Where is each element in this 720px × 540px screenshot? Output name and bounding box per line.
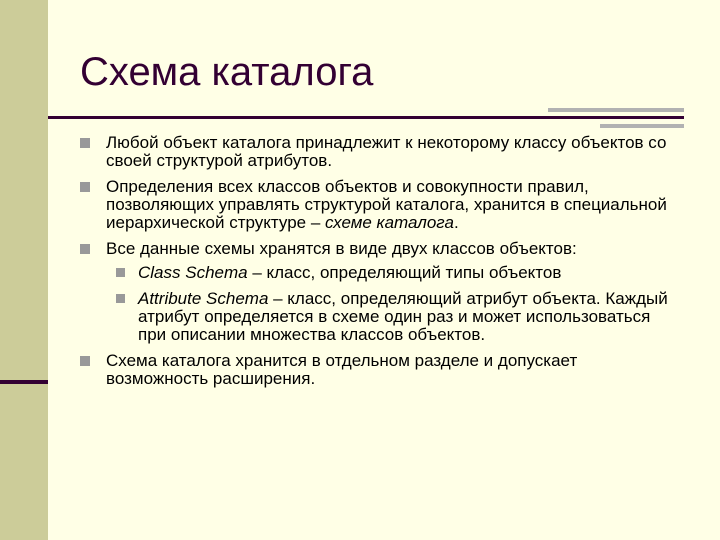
bullet-item <box>80 352 680 388</box>
square-bullet-icon <box>80 182 90 192</box>
square-bullet-icon <box>116 268 125 277</box>
square-bullet-icon <box>80 244 90 254</box>
bullet-item <box>80 240 680 344</box>
title-accent-line <box>548 108 684 112</box>
bullet-text: Схема каталога хранится в отдельном разделе и допускает возможность расширения. <box>106 351 578 388</box>
bullet-item <box>80 134 680 170</box>
sub-bullet-item <box>80 290 680 344</box>
bullet-list <box>80 134 680 396</box>
title-underline <box>48 116 684 119</box>
slide-title: Схема каталога <box>80 50 374 94</box>
title-accent-line <box>600 124 684 128</box>
sub-bullet-item <box>80 264 680 282</box>
sub-bullet-text: – класс, определяющий атрибут объекта. Каждый атрибут определяется в схеме один раз и может использоваться при описании множества классов объектов. <box>138 289 668 344</box>
square-bullet-icon <box>80 138 90 148</box>
bullet-item <box>80 178 680 232</box>
bullet-text: Определения всех классов объектов и совокупности правил, позволяющих управлять структурой каталога, хранится в специальной иерархической структуре – <box>106 177 667 232</box>
sub-bullet-text: – класс, определяющий типы объектов <box>247 263 562 282</box>
bullet-text: Любой объект каталога принадлежит к некоторому классу объектов со своей структурой атрибутов. <box>106 133 667 170</box>
sub-bullet-term: Attribute Schema <box>138 289 269 308</box>
square-bullet-icon <box>116 294 125 303</box>
bullet-text: Все данные схемы хранятся в виде двух классов объектов: <box>106 239 577 258</box>
square-bullet-icon <box>80 356 90 366</box>
bullet-tail: . <box>453 213 459 232</box>
bullet-emphasis: схеме каталога <box>325 213 454 232</box>
slide-sidebar <box>0 0 48 540</box>
sub-bullet-list <box>80 264 680 344</box>
sub-bullet-term: Class Schema <box>138 263 248 282</box>
sidebar-rule <box>0 380 48 384</box>
